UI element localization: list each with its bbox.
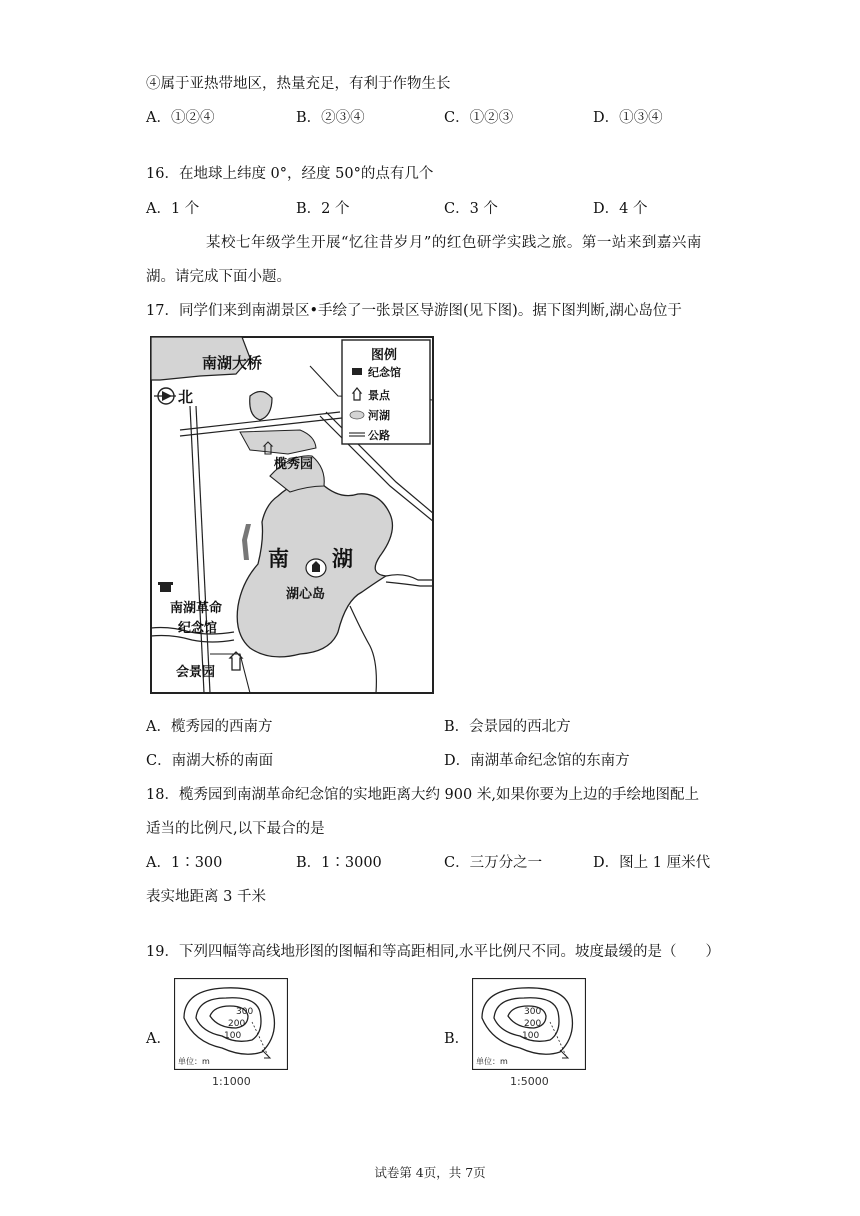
contour-b-unit: 单位：m bbox=[476, 1057, 508, 1066]
label-bridge: 南湖大桥 bbox=[202, 354, 263, 372]
q18-option-d: D．图上 1 厘米代 bbox=[593, 855, 711, 871]
scenic-area-map bbox=[150, 336, 434, 694]
q18-option-c: C．三万分之一 bbox=[444, 855, 543, 871]
label-huijing-garden: 会景园 bbox=[176, 665, 216, 680]
label-lake-2: 湖 bbox=[332, 547, 353, 571]
label-lanxiu-garden: 榄秀园 bbox=[274, 457, 314, 472]
contour-b-label-200: 200 bbox=[524, 1019, 542, 1029]
q15-option-c: C．①②③ bbox=[444, 110, 514, 126]
q18-option-a: A．1∶300 bbox=[146, 855, 223, 871]
label-north: 北 bbox=[178, 388, 194, 406]
q16-stem: 16．在地球上纬度 0°，经度 50°的点有几个 bbox=[146, 166, 434, 182]
contour-a-label-200: 200 bbox=[228, 1019, 246, 1029]
legend-road-label: 公路 bbox=[368, 429, 390, 442]
legend-water-icon bbox=[350, 411, 364, 419]
q19-option-b-label: B． bbox=[444, 1031, 470, 1047]
legend-water-label: 河湖 bbox=[368, 409, 390, 422]
q15-option-b: B．②③④ bbox=[296, 110, 365, 126]
memorial-icon bbox=[160, 584, 171, 592]
q19-stem: 19．下列四幅等高线地形图的图幅和等高距相同,水平比例尺不同。坡度最缓的是（ ） bbox=[146, 944, 721, 960]
intro-line-1: 某校七年级学生开展“忆往昔岁月”的红色研学实践之旅。第一站来到嘉兴南 bbox=[206, 235, 702, 251]
label-memorial-1: 南湖革命 bbox=[170, 601, 223, 616]
q18-stem-line-2: 适当的比例尺,以下最合的是 bbox=[146, 821, 325, 837]
q19-option-a-label: A． bbox=[146, 1031, 171, 1047]
river-upper bbox=[240, 430, 316, 454]
q15-statement-4: ④属于亚热带地区，热量充足，有利于作物生长 bbox=[146, 76, 451, 92]
label-lake-1: 南 bbox=[268, 547, 289, 571]
intro-line-2: 湖。请完成下面小题。 bbox=[146, 269, 291, 285]
q16-option-c: C．3 个 bbox=[444, 201, 498, 217]
q17-option-a: A．榄秀园的西南方 bbox=[146, 719, 273, 735]
legend-scenic-label: 景点 bbox=[368, 389, 390, 402]
contour-map-a bbox=[174, 978, 288, 1070]
legend-title: 图例 bbox=[370, 348, 398, 363]
label-island: 湖心岛 bbox=[286, 587, 326, 602]
contour-b-label-300: 300 bbox=[524, 1007, 542, 1017]
contour-a-label-300: 300 bbox=[236, 1007, 254, 1017]
contour-b-label-100: 100 bbox=[522, 1031, 540, 1041]
contour-a-unit: 单位：m bbox=[178, 1057, 210, 1066]
contour-a-scale: 1:1000 bbox=[212, 1075, 251, 1088]
q17-option-d: D．南湖革命纪念馆的东南方 bbox=[444, 753, 630, 769]
q17-option-b: B．会景园的西北方 bbox=[444, 719, 571, 735]
q17-option-c: C．南湖大桥的南面 bbox=[146, 753, 274, 769]
contour-map-b bbox=[472, 978, 586, 1070]
contour-b-scale: 1:5000 bbox=[510, 1075, 549, 1088]
q16-option-d: D．4 个 bbox=[593, 201, 648, 217]
page-footer: 试卷第 4页，共 7页 bbox=[374, 1165, 486, 1180]
legend-memorial-icon bbox=[352, 368, 362, 375]
legend-memorial-label: 纪念馆 bbox=[368, 366, 401, 379]
contour-a-label-100: 100 bbox=[224, 1031, 242, 1041]
label-memorial-2: 纪念馆 bbox=[178, 621, 218, 636]
map-figure bbox=[150, 336, 434, 694]
q15-option-a: A．①②④ bbox=[146, 110, 215, 126]
q16-option-a: A．1 个 bbox=[146, 201, 200, 217]
q16-option-b: B．2 个 bbox=[296, 201, 350, 217]
q18-stem-line-1: 18．榄秀园到南湖革命纪念馆的实地距离大约 900 米,如果你要为上边的手绘地图配上 bbox=[146, 787, 699, 803]
q18-option-b: B．1∶3000 bbox=[296, 855, 382, 871]
q15-option-d: D．①③④ bbox=[593, 110, 663, 126]
q18-option-d-cont: 表实地距离 3 千米 bbox=[146, 889, 266, 905]
q17-stem: 17．同学们来到南湖景区•手绘了一张景区导游图(见下图)。据下图判断,湖心岛位于 bbox=[146, 303, 682, 319]
